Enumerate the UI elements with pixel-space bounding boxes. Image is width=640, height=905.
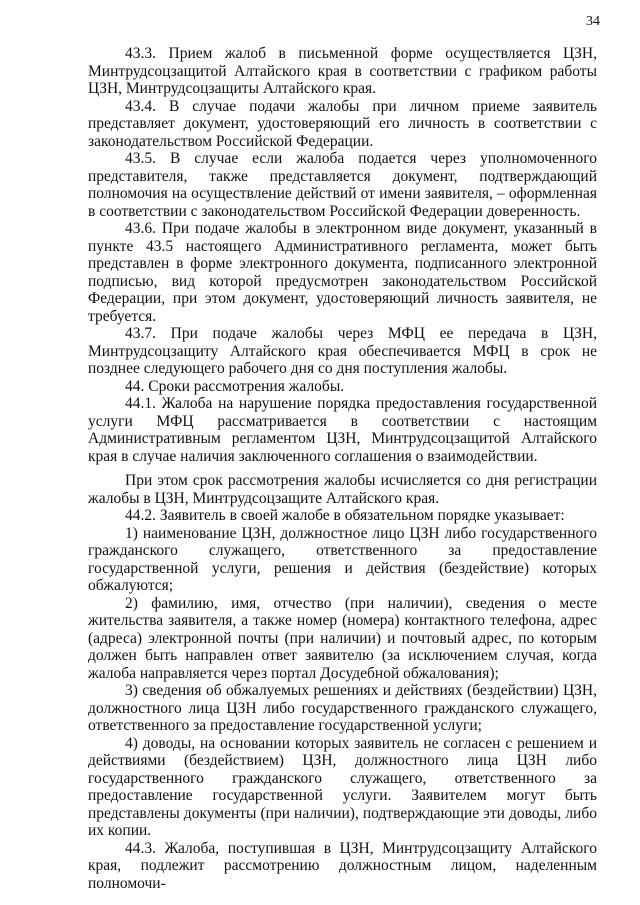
- paragraph-43-4: 43.4. В случае подачи жалобы при личном приеме заявитель представляет документ, удостоверяющий его личность в соответствии с законодательством Российской Федерации.: [88, 97, 597, 150]
- paragraph-43-5: 43.5. В случае если жалоба подается через уполномоченного представителя, также представляется документ, подтверждающий полномочия на осуществление действий от имени заявителя, – оформленная в соответствии с законодательством Российской Федерации доверенность.: [88, 150, 597, 220]
- page-number: 34: [586, 14, 600, 29]
- list-item-1: 1) наименование ЦЗН, должностное лицо ЦЗН либо государственного гражданского служащего, ответственного за предоставление государственной услуги, решения и действия (бездействие) которых обжалуются;: [88, 524, 597, 594]
- document-body: [88, 45, 597, 892]
- paragraph-44-2: 44.2. Заявитель в своей жалобе в обязательном порядке указывает:: [125, 507, 565, 524]
- list-item-2: 2) фамилию, имя, отчество (при наличии), сведения о месте жительства заявителя, а также номер (номера) контактного телефона, адрес (адреса) электронной почты (при наличии) и почтовый адрес, по которым должен быть направлен ответ заявителю (за исключением случая, когда жалоба направляется через портал Досудебной обжалования);: [88, 594, 597, 682]
- paragraph-44-1-note: При этом срок рассмотрения жалобы исчисляется со дня регистрации жалобы в ЦЗН, Минтрудсоцзащите Алтайского края.: [88, 472, 597, 507]
- list-item-3: 3) сведения об обжалуемых решениях и действиях (бездействии) ЦЗН, должностного лица ЦЗН либо государственного гражданского служащего, ответственного за предоставление государственной услуги;: [88, 682, 597, 734]
- section-heading-44: 44. Сроки рассмотрения жалобы.: [125, 377, 345, 395]
- paragraph-44-3: 44.3. Жалоба, поступившая в ЦЗН, Минтрудсоцзащиту Алтайского края, подлежит рассмотрению должностным лицом, наделенным полномочи-: [88, 839, 597, 892]
- paragraph-43-7: 43.7. При подаче жалобы через МФЦ ее передача в ЦЗН, Минтрудсоцзащиту Алтайского края обеспечивается МФЦ в срок не позднее следующего рабочего дня со дня поступления жалобы.: [88, 325, 597, 377]
- list-item-4: 4) доводы, на основании которых заявитель не согласен с решением и действиями (бездействием) ЦЗН, должностного лица ЦЗН либо государственного гражданского служащего, ответственного за предоставление государственной услуги. Заявителем могут быть представлены документы (при наличии), подтверждающие эти доводы, либо их копии.: [88, 734, 597, 839]
- paragraph-43-6: 43.6. При подаче жалобы в электронном виде документ, указанный в пункте 43.5 настоящего Административного регламента, может быть представлен в форме электронного документа, подписанного электронной подписью, вид которой предусмотрен законодательством Российской Федерации, при этом документ, удостоверяющий личность заявителя, не требуется.: [88, 220, 597, 325]
- paragraph-44-1: 44.1. Жалоба на нарушение порядка предоставления государственной услуги МФЦ рассматривается в соответствии с настоящим Административным регламентом ЦЗН, Минтрудсоцзащитой Алтайского края в случае наличия заключенного соглашения о взаимодействии.: [88, 395, 597, 465]
- paragraph-43-3: 43.3. Прием жалоб в письменной форме осуществляется ЦЗН, Минтрудсоцзащитой Алтайского края в соответствии с графиком работы ЦЗН, Минтрудсоцзащиты Алтайского края.: [88, 45, 597, 97]
